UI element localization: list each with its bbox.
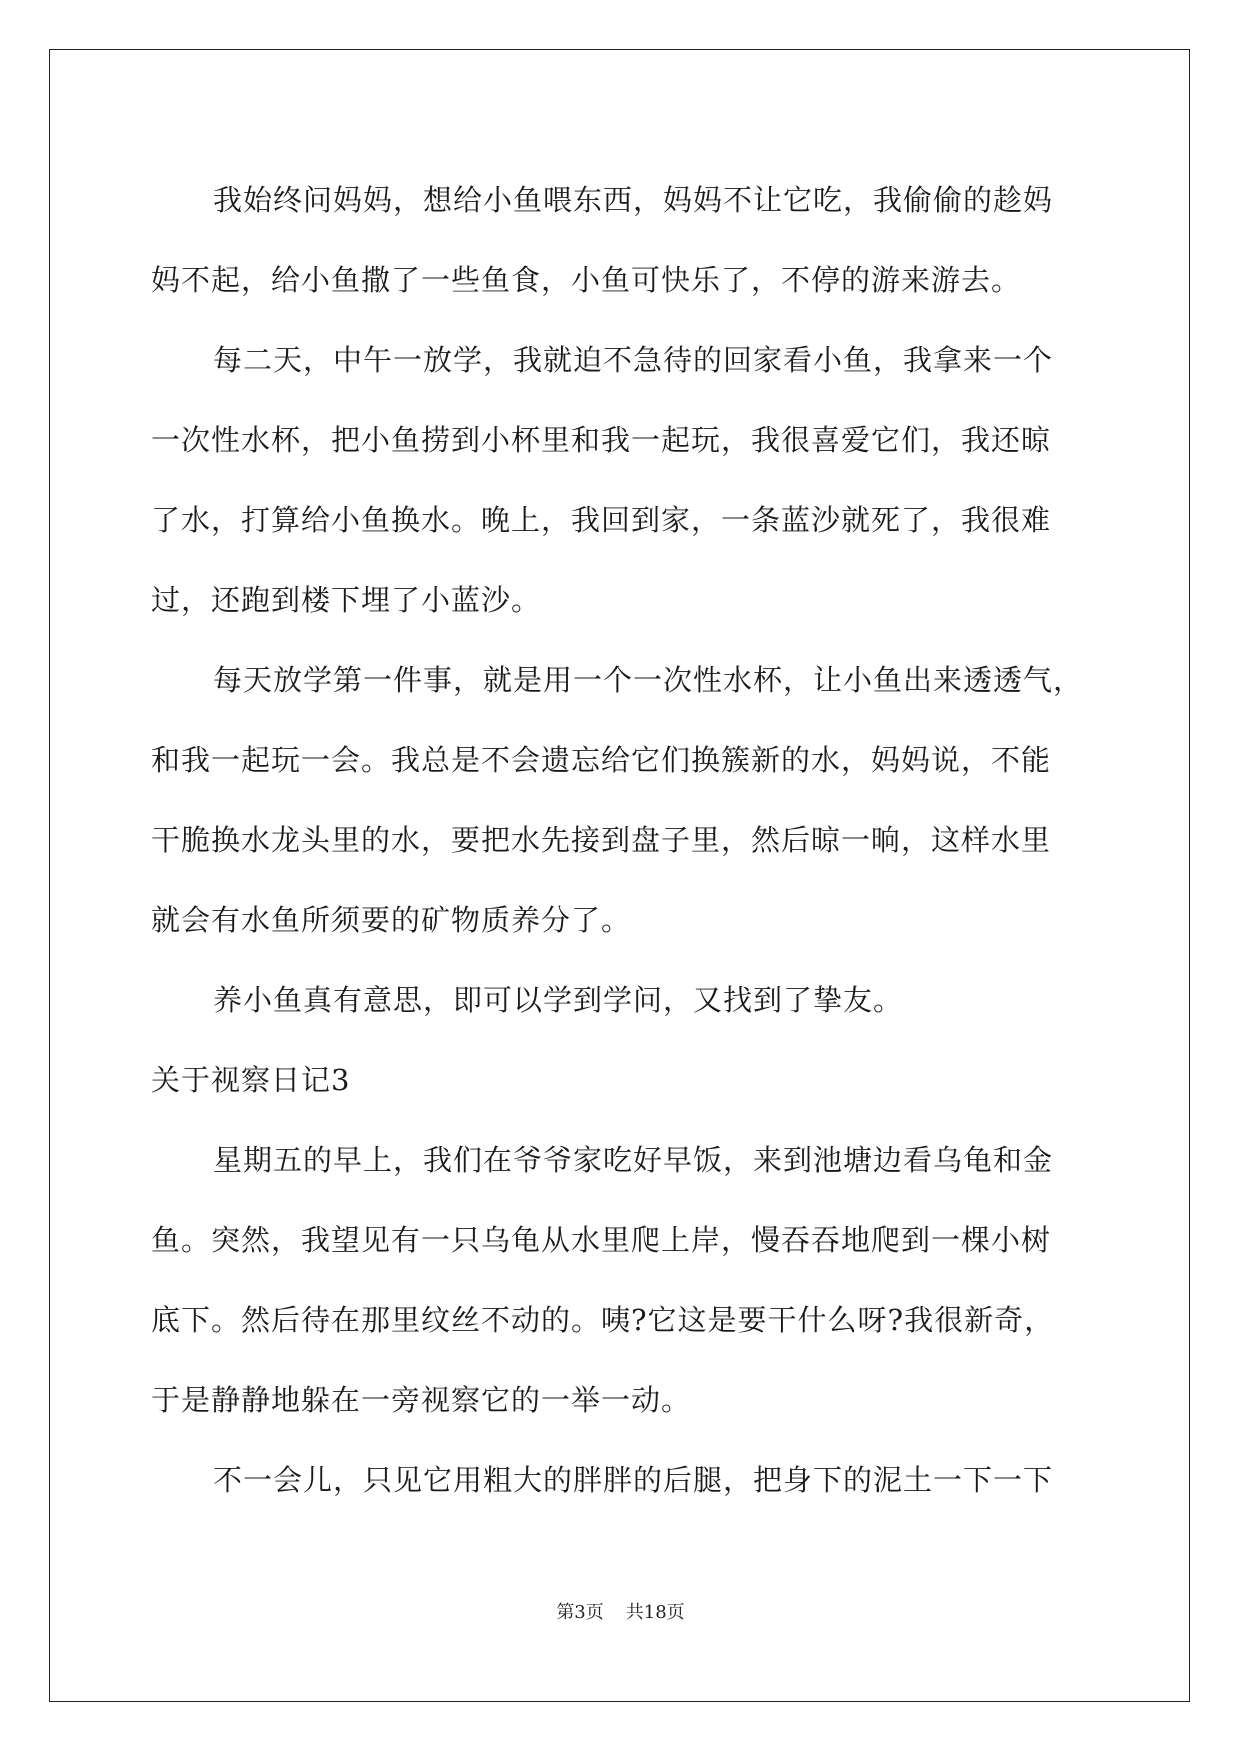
text-line: 了水，打算给小鱼换水。晚上，我回到家，一条蓝沙就死了，我很难 <box>151 503 1052 537</box>
text-line: 底下。然后待在那里纹丝不动的。咦?它这是要干什么呀?我很新奇， <box>151 1303 1055 1337</box>
page-number: 第3页 <box>556 1602 604 1623</box>
text-line: 于是静静地躲在一旁视察它的一举一动。 <box>151 1383 692 1417</box>
page-total: 共18页 <box>625 1602 685 1623</box>
text-line: 干脆换水龙头里的水，要把水先接到盘子里，然后晾一晌，这样水里 <box>151 823 1052 857</box>
document-body <box>151 160 1101 1520</box>
text-line: 鱼。突然，我望见有一只乌龟从水里爬上岸，慢吞吞地爬到一棵小树 <box>151 1223 1052 1257</box>
text-line: 过，还跑到楼下埋了小蓝沙。 <box>151 583 542 617</box>
text-line: 和我一起玩一会。我总是不会遗忘给它们换簇新的水，妈妈说，不能 <box>151 743 1052 777</box>
text-line: 我始终问妈妈，想给小鱼喂东西，妈妈不让它吃，我偷偷的趁妈 <box>213 183 1054 217</box>
text-line: 一次性水杯，把小鱼捞到小杯里和我一起玩，我很喜爱它们，我还晾 <box>151 423 1052 457</box>
section-heading: 关于视察日记3 <box>151 1063 351 1097</box>
page-footer <box>0 1598 1241 1624</box>
text-line: 不一会儿，只见它用粗大的胖胖的后腿，把身下的泥土一下一下 <box>213 1463 1054 1497</box>
text-line: 每二天，中午一放学，我就迫不急待的回家看小鱼，我拿来一个 <box>213 343 1054 377</box>
text-line: 妈不起，给小鱼撒了一些鱼食，小鱼可快乐了，不停的游来游去。 <box>151 263 1022 297</box>
text-line: 每天放学第一件事，就是用一个一次性水杯，让小鱼出来透透气， <box>213 663 1084 697</box>
text-line: 养小鱼真有意思，即可以学到学问，又找到了挚友。 <box>213 983 904 1017</box>
text-line: 星期五的早上，我们在爷爷家吃好早饭，来到池塘边看乌龟和金 <box>213 1143 1054 1177</box>
text-line: 就会有水鱼所须要的矿物质养分了。 <box>151 903 632 937</box>
